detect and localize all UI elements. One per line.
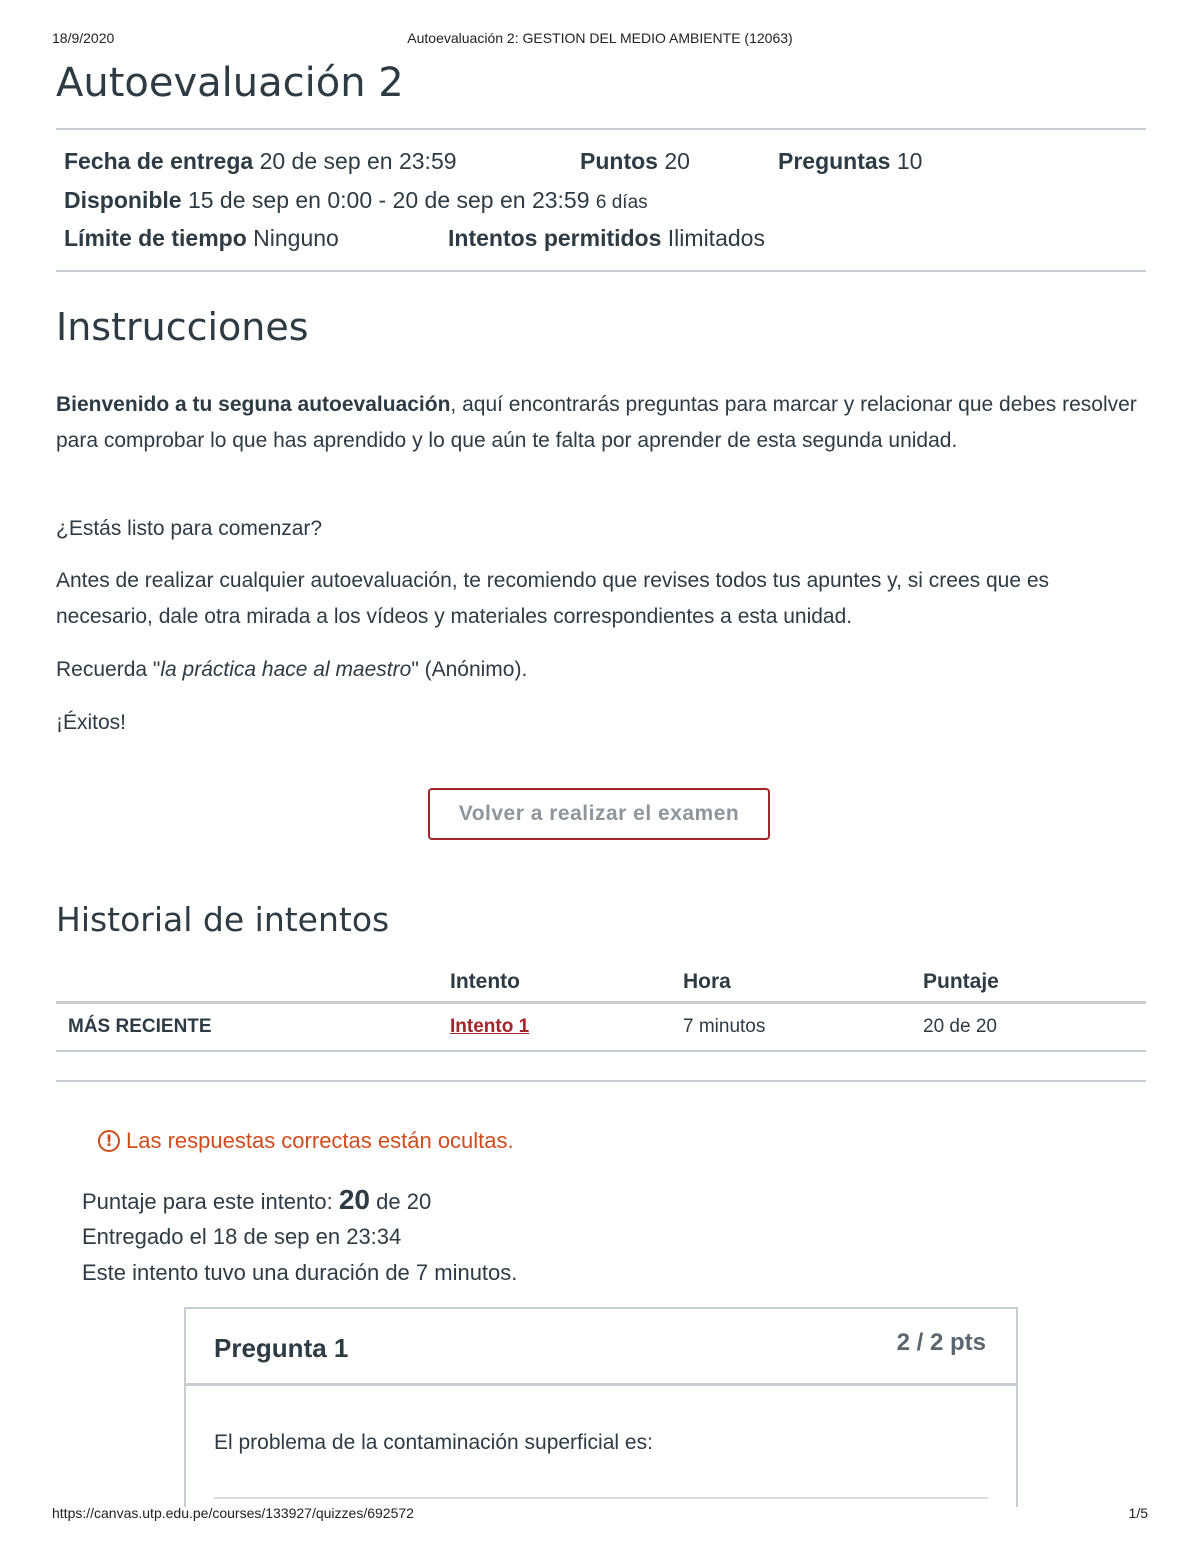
- question-name: Pregunta 1: [214, 1333, 349, 1363]
- attempt-1-link[interactable]: Intento 1: [450, 1016, 530, 1037]
- questions-count: [778, 148, 922, 175]
- due-date: [64, 148, 457, 175]
- meta-divider: [56, 270, 1146, 272]
- points: [580, 148, 690, 175]
- history-row-score: 20 de 20: [923, 1016, 997, 1037]
- points-label: Puntos: [580, 148, 658, 174]
- question-answer-divider: [214, 1497, 988, 1499]
- time-limit-value: Ninguno: [253, 225, 339, 251]
- attempts-label: Intentos permitidos: [448, 225, 662, 251]
- instructions-quote: [56, 652, 1151, 688]
- available-value: 15 de sep en 0:00 - 20 de sep en 23:59: [187, 187, 590, 213]
- welcome-rest: , aquí encontrarás preguntas para marcar y relacionar que debes resolver para comprobar lo que has aprendido y lo que aún te falta por aprender de esta segunda unidad.: [56, 393, 1137, 452]
- instructions-welcome: [56, 387, 1151, 459]
- print-footer: [52, 1505, 1148, 1525]
- question-header: [186, 1309, 1016, 1386]
- instructions-heading: Instrucciones: [56, 305, 309, 349]
- due-label: Fecha de entrega: [64, 148, 254, 174]
- question-points: 2 / 2 pts: [896, 1329, 986, 1356]
- score-suffix: de 20: [376, 1189, 432, 1214]
- availability: [64, 187, 648, 214]
- history-row-time: 7 minutos: [683, 1016, 766, 1037]
- print-date: 18/9/2020: [52, 30, 115, 46]
- history-header-divider: [56, 1001, 1146, 1004]
- time-limit: [64, 225, 339, 252]
- history-row-divider: [56, 1050, 1146, 1052]
- retake-quiz-button[interactable]: Volver a realizar el examen: [428, 788, 770, 840]
- history-col-attempt: Intento: [450, 970, 520, 993]
- question-text: El problema de la contaminación superficial es:: [214, 1431, 653, 1454]
- page-number: 1/5: [1128, 1505, 1148, 1521]
- score-value: 20: [338, 1184, 371, 1215]
- instructions-closing: ¡Éxitos!: [56, 711, 127, 734]
- attempt-score: [82, 1184, 431, 1216]
- questions-label: Preguntas: [778, 148, 891, 174]
- quote-suffix: " (Anónimo).: [411, 658, 528, 681]
- attempts-value: Ilimitados: [667, 225, 765, 251]
- history-heading: Historial de intentos: [56, 900, 390, 939]
- print-document-title: Autoevaluación 2: GESTION DEL MEDIO AMBIENTE (12063): [407, 30, 793, 46]
- submitted-at: Entregado el 18 de sep en 23:34: [82, 1224, 402, 1249]
- title-divider: [56, 128, 1146, 130]
- history-row-label: MÁS RECIENTE: [68, 1016, 212, 1037]
- quote-italic: la práctica hace al maestro: [160, 658, 412, 681]
- available-duration: 6 días: [595, 192, 648, 213]
- question-card: [184, 1307, 1018, 1507]
- instructions-question: ¿Estás listo para comenzar?: [56, 517, 323, 540]
- exclamation-circle-icon: !: [98, 1130, 120, 1152]
- due-value: 20 de sep en 23:59: [259, 148, 457, 174]
- answers-hidden-notice: [98, 1128, 514, 1154]
- questions-value: 10: [896, 148, 923, 174]
- available-label: Disponible: [64, 187, 182, 213]
- answers-hidden-text: Las respuestas correctas están ocultas.: [126, 1128, 514, 1153]
- time-limit-label: Límite de tiempo: [64, 225, 247, 251]
- points-value: 20: [664, 148, 690, 174]
- history-col-time: Hora: [683, 970, 731, 993]
- instructions-advice: Antes de realizar cualquier autoevaluación, te recomiendo que revises todos tus apuntes y, si crees que es necesario, dale otra mirada a los vídeos y materiales correspondientes a esta unidad.: [56, 569, 1050, 628]
- welcome-bold: Bienvenido a tu seguna autoevaluación: [56, 393, 451, 416]
- history-col-score: Puntaje: [923, 970, 999, 993]
- result-divider: [56, 1080, 1146, 1082]
- allowed-attempts: [448, 225, 765, 252]
- quote-prefix: Recuerda ": [56, 658, 161, 681]
- quiz-title: Autoevaluación 2: [56, 60, 404, 106]
- score-prefix: Puntaje para este intento:: [82, 1189, 333, 1214]
- print-header: [52, 30, 1148, 50]
- page-url: https://canvas.utp.edu.pe/courses/133927/quizzes/692572: [52, 1505, 414, 1521]
- history-row-attempt: [450, 1016, 529, 1038]
- attempt-duration: Este intento tuvo una duración de 7 minutos.: [82, 1260, 518, 1285]
